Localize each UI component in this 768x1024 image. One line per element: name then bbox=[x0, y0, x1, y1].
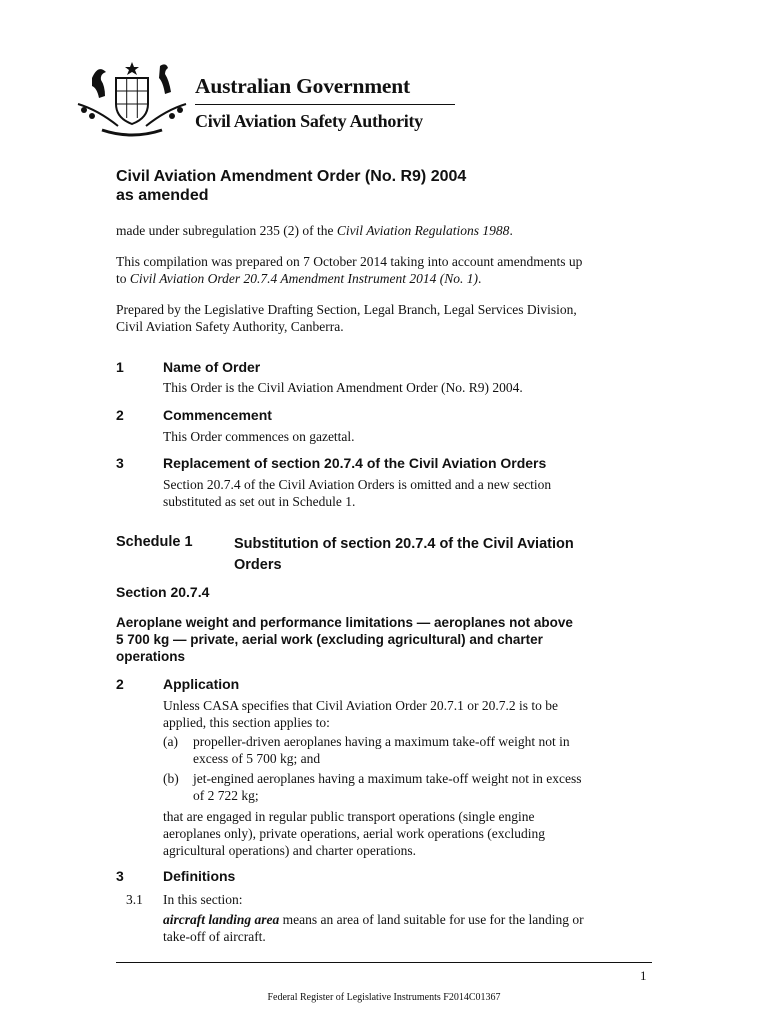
section-number: 3 bbox=[116, 868, 124, 884]
prepared-by-paragraph: Prepared by the Legislative Drafting Section, Legal Branch, Legal Services Division, Civil Aviation Safety Authority, Canberra. bbox=[116, 302, 577, 334]
schedule-title: Substitution of section 20.7.4 of the Civil Aviation Orders bbox=[234, 536, 574, 573]
list-item: jet-engined aeroplanes having a maximum take-off weight not in excess of 2 722 kg; bbox=[193, 771, 582, 803]
government-title: Australian Government bbox=[195, 74, 410, 98]
section-number: 3 bbox=[116, 455, 124, 471]
header-divider bbox=[195, 104, 455, 105]
subsection-text: In this section: bbox=[163, 892, 243, 907]
compilation-paragraph: This compilation was prepared on 7 October 2014 taking into account amendments up to Civil Aviation Order 20.7.4 Amendment Instrument 2014 (No. 1). bbox=[116, 254, 583, 286]
subsection-number: 3.1 bbox=[126, 892, 143, 907]
section-subject: Aeroplane weight and performance limitations — aeroplanes not above 5 700 kg — private, aerial work (excluding agricultural) and charter operations bbox=[116, 615, 573, 664]
page-number: 1 bbox=[640, 968, 647, 983]
authority-name: Civil Aviation Safety Authority bbox=[195, 111, 423, 131]
section-heading: Definitions bbox=[163, 868, 236, 884]
made-under-paragraph: made under subregulation 235 (2) of the Civil Aviation Regulations 1988. bbox=[116, 223, 513, 238]
list-item-label: (b) bbox=[163, 771, 179, 786]
list-item-label: (a) bbox=[163, 734, 178, 749]
section-number: 2 bbox=[116, 407, 124, 423]
section-heading: Replacement of section 20.7.4 of the Civil Aviation Orders bbox=[163, 455, 547, 471]
section-number: 1 bbox=[116, 359, 124, 375]
list-item: propeller-driven aeroplanes having a maximum take-off weight not in excess of 5 700 kg; and bbox=[193, 734, 570, 766]
coat-of-arms-icon bbox=[72, 58, 192, 142]
section-heading: Name of Order bbox=[163, 359, 261, 375]
schedule-label: Schedule 1 bbox=[116, 534, 193, 550]
application-text: Unless CASA specifies that Civil Aviation Order 20.7.1 or 20.7.2 is to be applied, this section applies to: bbox=[163, 698, 558, 730]
section-heading-20-7-4: Section 20.7.4 bbox=[116, 584, 210, 600]
footer-divider bbox=[116, 962, 652, 963]
definition: aircraft landing area means an area of land suitable for use for the landing or take-off of aircraft. bbox=[163, 912, 584, 944]
footer-register: Federal Register of Legislative Instruments F2014C01367 bbox=[267, 992, 501, 1003]
document-title: Civil Aviation Amendment Order (No. R9) 2004 as amended bbox=[116, 168, 467, 204]
section-heading: Commencement bbox=[163, 407, 272, 423]
section-text: This Order is the Civil Aviation Amendment Order (No. R9) 2004. bbox=[163, 380, 523, 395]
application-tail: that are engaged in regular public transport operations (single engine aeroplanes only), private operations, aerial work operations (excluding agricultural operations) and charter operations. bbox=[163, 809, 545, 858]
section-text: Section 20.7.4 of the Civil Aviation Orders is omitted and a new section substituted as set out in Schedule 1. bbox=[163, 477, 552, 509]
section-number: 2 bbox=[116, 676, 124, 692]
defined-term: aircraft landing area bbox=[163, 912, 280, 927]
section-text: This Order commences on gazettal. bbox=[163, 429, 355, 444]
section-heading: Application bbox=[163, 676, 240, 692]
